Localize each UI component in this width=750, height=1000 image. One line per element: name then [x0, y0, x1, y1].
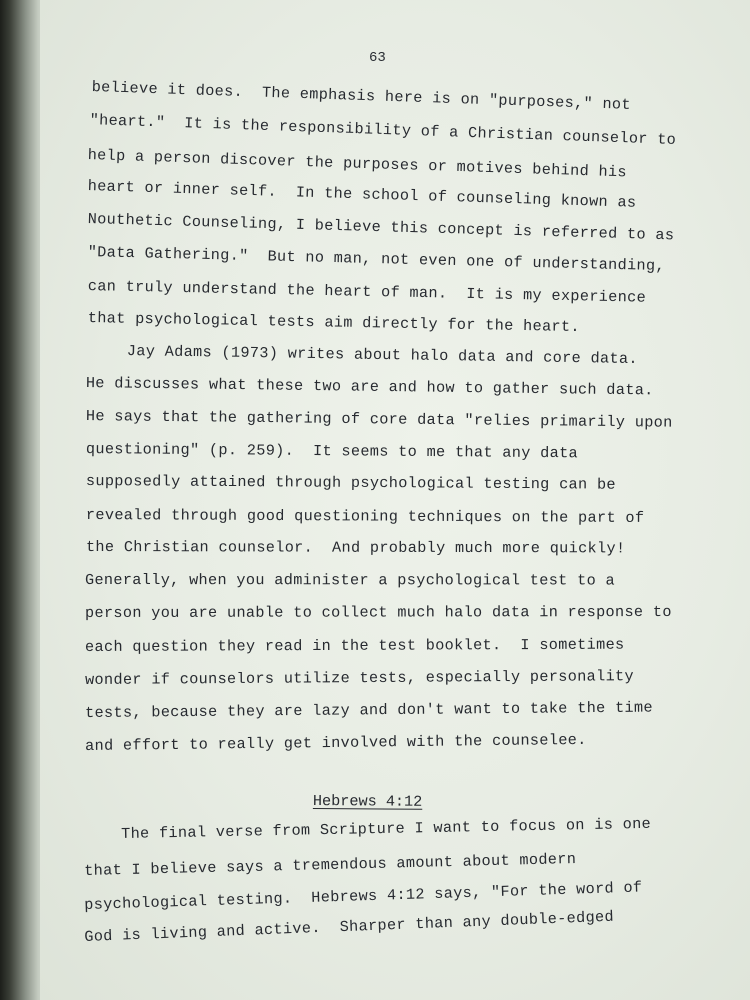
paragraph-2-line: each question they read in the test booklet. I sometimes — [85, 635, 625, 656]
paragraph-1-line: heart or inner self. In the school of counseling known as — [87, 177, 637, 212]
page-number: 63 — [369, 50, 386, 66]
paragraph-2-line: and effort to really get involved with the counselee. — [85, 730, 587, 755]
paragraph-2-line: He says that the gathering of core data "relies primarily upon — [85, 407, 673, 432]
paragraph-2-line: wonder if counselors utilize tests, especially personality — [85, 667, 635, 689]
paragraph-3-line: The final verse from Scripture I want to focus on is one — [121, 814, 652, 843]
paragraph-2-line: tests, because they are lazy and don't want to take the time — [85, 698, 653, 722]
paragraph-1-line: Nouthetic Counseling, I believe this concept is referred to as — [87, 210, 675, 245]
paragraph-1-line: "Data Gathering." But no man, not even one of understanding, — [87, 243, 666, 276]
paragraph-2-line: supposedly attained through psychological testing can be — [85, 472, 616, 494]
paragraph-1-line: help a person discover the purposes or motives behind his — [87, 146, 628, 182]
paragraph-1-line: "heart." It is the responsibility of a Christian counselor to — [89, 111, 677, 149]
paragraph-2-line: He discusses what these two are and how to gather such data. — [85, 374, 654, 400]
paragraph-1-line: believe it does. The emphasis here is on "purposes," not — [91, 78, 632, 114]
paragraph-3-line: that I believe says a tremendous amount about modern — [84, 849, 577, 880]
paragraph-3-line: psychological testing. Hebrews 4:12 says, "For the word of — [84, 878, 643, 914]
section-heading: Hebrews 4:12 — [312, 792, 423, 811]
paragraph-3-line: God is living and active. Sharper than any double-edged — [84, 907, 615, 946]
paragraph-2-line: Jay Adams (1973) writes about halo data and core data. — [126, 342, 638, 369]
paragraph-1-line: that psychological tests aim directly for the heart. — [87, 309, 581, 337]
paragraph-2-line: Generally, when you administer a psychological test to a — [84, 571, 615, 590]
paragraph-2-line: revealed through good questioning techniques on the part of — [85, 506, 645, 527]
paragraph-2-line: person you are unable to collect much halo data in response to — [85, 602, 672, 622]
paragraph-2-line: the Christian counselor. And probably much more quickly! — [85, 538, 626, 558]
paragraph-1-line: can truly understand the heart of man. It is my experience — [87, 277, 647, 307]
paragraph-2-line: questioning" (p. 259). It seems to me that any data — [85, 440, 579, 463]
